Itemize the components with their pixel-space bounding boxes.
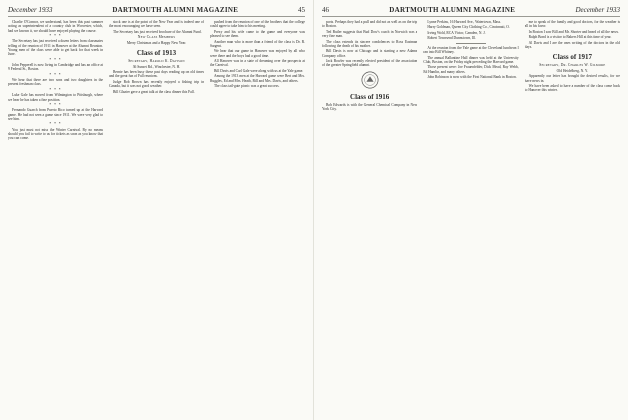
paragraph: In Boston I saw Bill and Mr. Shorter and heard of all the news. bbox=[528, 29, 619, 34]
paragraph: Al Davis and I are the ones writing of the doctors in the old days. bbox=[524, 40, 620, 50]
paragraph: Among the 1913 men at the Harvard game were Bert and Mrs. Ruggles, Ed and Mrs. Heath, Bill and Mrs. Davis, and others. bbox=[210, 74, 305, 83]
greeting: Merry Christmas and a Happy New Year. bbox=[126, 40, 187, 45]
paragraph: Ralph Bond is a visitor to Bakers Hill at this time of year. bbox=[528, 35, 612, 40]
paragraph: Luke Gale has moved from Wilmington to Pittsburgh, where we hear he has taken a fine position. bbox=[8, 93, 103, 102]
paragraph: Ted Butler suggests that Bud Dow's coach in Norwich was a very fine man. bbox=[322, 29, 418, 39]
column-2 bbox=[423, 20, 518, 420]
paragraph: All Hanover was in a state of dreaming over the prospects at the Carnival. bbox=[210, 59, 305, 68]
columns-right bbox=[322, 20, 620, 420]
page-number: 45 bbox=[297, 6, 305, 14]
class-heading: Class of 1917 bbox=[552, 53, 592, 62]
column-3 bbox=[210, 20, 305, 420]
paragraph: John Robinson is now with the First National Bank in Boston. bbox=[427, 75, 517, 80]
paragraph: ports. Perhaps they had a pull and did not as well as on the trip to Boston. bbox=[322, 20, 418, 29]
paragraph: stock one is at the point of the New Year and is indeed one of the most encouraging we have seen. bbox=[109, 20, 204, 29]
subheading: New Class Members bbox=[137, 35, 176, 40]
paragraph: At the reunion from the Yale game at the Cleveland luncheon I ran into Bill Whitney. bbox=[423, 45, 519, 55]
separator: * * * bbox=[49, 72, 62, 77]
paragraph: pushed from the reunion of one of the brothers that the college could agree to take him to his meeting. bbox=[210, 20, 305, 29]
paragraph: Irving Wold, RCA Victor, Camden, N. J. bbox=[427, 30, 486, 35]
secretary-name: Secretary, Dr. Charles W. Gilmore bbox=[539, 63, 606, 68]
class-heading: Class of 1916 bbox=[350, 92, 390, 101]
paragraph: We hear that there are two sons and two daughters in the present freshman class. bbox=[8, 78, 103, 87]
paragraph: The Secretary has just received a dozen letters from classmates telling of the reunion of 1911 in Hanover at the Alumni Reunion. Young men of the class were able to get back for that week in June. bbox=[8, 39, 103, 57]
paragraph: The annual Ballantine Hall dinner was held at the University Club, Boston, on the Friday night preceding the Harvard game. bbox=[423, 55, 519, 64]
paragraph: Bill Davis and Carl Gale were along with us at the Yale game. bbox=[214, 68, 304, 73]
magazine-title: DARTMOUTH ALUMNI MAGAZINE bbox=[389, 6, 516, 14]
separator: * * * bbox=[49, 87, 62, 92]
page-date: December 1933 bbox=[8, 6, 53, 14]
paragraph: Fernando Guarch from Puerto Rico turned up at the Harvard game. He had not seen a game since 1911. We were very glad to see him. bbox=[8, 108, 103, 121]
separator: * * * bbox=[49, 34, 62, 39]
secretary-address: 36 Sunset Rd., Winchester, N. H. bbox=[132, 64, 181, 69]
paragraph: Those present were: Joe Frauenfelder, Dick Mead, Ray Webb, Ed Hamlin, and many others. bbox=[423, 65, 519, 74]
paragraph: Bill Davis is now at Chicago and is starting a new Adams Company office. bbox=[322, 49, 418, 58]
paragraph: Judge Bob Brown has recently enjoyed a fishing trip in Canada, but it was not good weather. bbox=[109, 79, 204, 89]
paragraph: Harry Goldman, Queen City Clothing Co., Cincinnati, O. bbox=[427, 25, 510, 30]
paragraph: John Pepperell is now living in Cambridge and has an office at 9 Federal St., Boston. bbox=[8, 63, 103, 72]
paragraph: We hear that our game in Hanover was enjoyed by all who were there and the boys had a good time. bbox=[210, 49, 305, 58]
secretary-name: Secretary, Harold K. Davison bbox=[128, 59, 185, 64]
running-head-left bbox=[8, 6, 305, 17]
paragraph: The class extends its sincere condolences to Ross Eastman following the death of his mother. bbox=[322, 39, 418, 48]
paragraph: Bill Glazier gave a great talk at the class dinner this Fall. bbox=[113, 89, 195, 94]
separator: * * * bbox=[49, 102, 62, 107]
paragraph: The Secretary has just received brochure of the Alumni Fund. bbox=[113, 29, 202, 34]
secretary-address: Old Heidelberg, N. Y. bbox=[556, 68, 588, 73]
class-seal-icon bbox=[361, 71, 379, 89]
magazine-title: DARTMOUTH ALUMNI MAGAZINE bbox=[112, 6, 239, 14]
class-heading: Class of 1913 bbox=[136, 49, 177, 58]
paragraph: Bob Edwards is with the General Chemical Company in New York City. bbox=[322, 102, 418, 112]
paragraph: Charlie O'Connor, we understand, has been this past summer acting as superintendent of a country club in Worcester, which, had we known it, we should have enjoyed playing the course. bbox=[8, 20, 103, 33]
paragraph: Apparently our letter has brought the desired results, for we have news in. bbox=[524, 74, 620, 83]
paragraph: Lynne Perkins, 16 Harvard Ave., Watertown, Mass. bbox=[427, 20, 502, 24]
paragraph: The class tail-gate picnic was a great success. bbox=[214, 84, 280, 89]
columns-left bbox=[8, 20, 305, 420]
separator: * * * bbox=[49, 57, 62, 62]
separator: * * * bbox=[49, 122, 62, 127]
column-2 bbox=[109, 20, 204, 420]
paragraph: me to speak of the family and good doctors, for the weather is all in his favor. bbox=[524, 20, 620, 29]
paragraph: Another man who is more than a friend of the class is Dr. R. Sargent. bbox=[210, 39, 305, 48]
right-page bbox=[314, 0, 628, 420]
column-3 bbox=[525, 20, 620, 420]
paragraph: Jack Bowler was recently elected president of the association of the greater Springfield alumni. bbox=[322, 59, 418, 68]
column-1 bbox=[322, 20, 417, 420]
divider bbox=[456, 43, 486, 44]
paragraph: You just must not miss the Winter Carnival. By no means should you fail to write to us for tickets as soon as you know that you can come. bbox=[8, 127, 103, 141]
paragraph: Prexy and his wife came to the game and everyone was pleased to see them. bbox=[210, 29, 305, 39]
column-1 bbox=[8, 20, 103, 420]
page-number: 46 bbox=[322, 6, 329, 14]
paragraph: We have been asked to have a number of the class come back to Hanover this winter. bbox=[524, 84, 620, 93]
page-date: December 1933 bbox=[575, 6, 620, 14]
paragraph: Robert Townsend Dunnstown, Ill. bbox=[427, 36, 477, 41]
paragraph: Bernie has been busy these past days reading up on old times and the great fun of Fall reunions. bbox=[109, 70, 204, 79]
running-head-right bbox=[322, 6, 620, 17]
